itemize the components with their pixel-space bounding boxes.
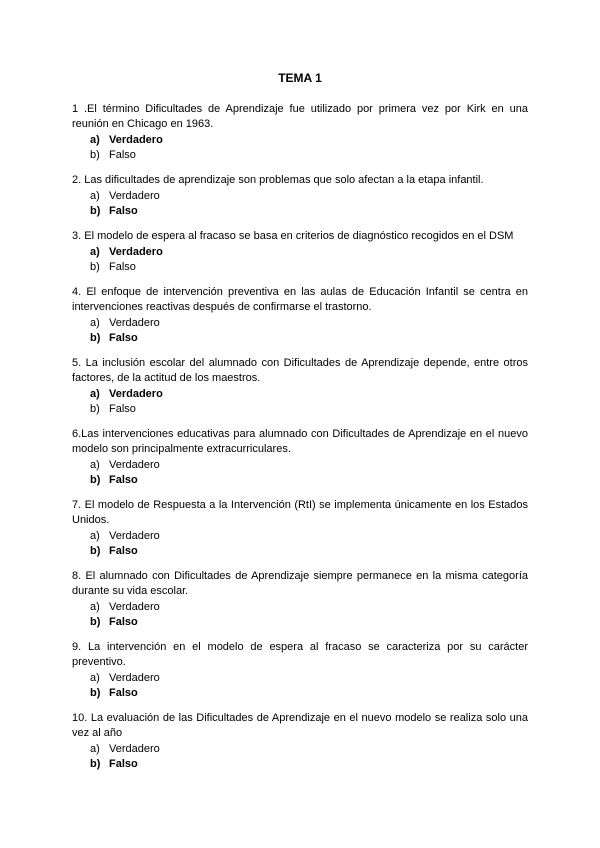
- answer-options: [72, 387, 528, 416]
- option-label: Falso: [109, 204, 138, 217]
- option-letter: a): [90, 601, 100, 613]
- question-item: [72, 285, 528, 345]
- option-label: Falso: [109, 402, 136, 415]
- option-label: Falso: [109, 148, 136, 161]
- question-text: 4. El enfoque de intervención preventiva en las aulas de Educación Infantil se centra en intervenciones reactivas después de confirmarse el trastorno.: [72, 286, 528, 313]
- answer-option: [72, 529, 528, 544]
- question-text: 1 .El término Dificultades de Aprendizaje fue utilizado por primera vez por Kirk en una reunión en Chicago en 1963.: [72, 103, 528, 130]
- option-label: Verdadero: [109, 134, 163, 146]
- question-text: 5. La inclusión escolar del alumnado con Dificultades de Aprendizaje depende, entre otros factores, de la actitud de los maestros.: [72, 357, 528, 384]
- option-label: Falso: [109, 757, 138, 770]
- option-letter: b): [90, 615, 101, 628]
- option-letter: a): [90, 388, 100, 400]
- option-label: Verdadero: [109, 743, 160, 755]
- question-item: [72, 356, 528, 416]
- question-text: 3. El modelo de espera al fracaso se basa en criterios de diagnóstico recogidos en el DSM: [72, 230, 514, 242]
- option-letter: b): [90, 473, 101, 486]
- question-list: [72, 102, 528, 771]
- option-label: Falso: [109, 615, 138, 628]
- option-letter: b): [90, 757, 101, 770]
- question-item: [72, 711, 528, 771]
- option-label: Verdadero: [109, 530, 160, 542]
- question-item: [72, 102, 528, 162]
- option-letter: a): [90, 672, 100, 684]
- option-label: Verdadero: [109, 672, 160, 684]
- question-item: [72, 229, 528, 274]
- option-label: Falso: [109, 260, 136, 273]
- answer-options: [72, 133, 528, 162]
- answer-option: [72, 742, 528, 757]
- option-label: Falso: [109, 544, 138, 557]
- option-label: Falso: [109, 473, 138, 486]
- question-text: 9. La intervención en el modelo de espera al fracaso se caracteriza por su carácter preventivo.: [72, 641, 528, 668]
- option-label: Falso: [109, 686, 138, 699]
- answer-options: [72, 189, 528, 218]
- answer-options: [72, 245, 528, 274]
- answer-option-correct: [72, 686, 528, 701]
- option-label: Verdadero: [109, 317, 160, 329]
- answer-option: [72, 671, 528, 686]
- question-item: [72, 569, 528, 629]
- answer-option-correct: [72, 544, 528, 559]
- option-letter: b): [90, 204, 101, 217]
- answer-option-correct: [72, 473, 528, 488]
- question-text: 2. Las dificultades de aprendizaje son problemas que solo afectan a la etapa infantil.: [72, 174, 484, 186]
- option-label: Verdadero: [109, 246, 163, 258]
- answer-options: [72, 600, 528, 629]
- answer-option-correct: [72, 387, 528, 402]
- option-letter: a): [90, 743, 100, 755]
- option-letter: a): [90, 459, 100, 471]
- option-letter: b): [90, 544, 101, 557]
- option-letter: b): [90, 148, 100, 161]
- option-letter: b): [90, 331, 101, 344]
- answer-option-correct: [72, 204, 528, 219]
- answer-options: [72, 316, 528, 345]
- option-label: Verdadero: [109, 601, 160, 613]
- question-item: [72, 173, 528, 218]
- answer-options: [72, 671, 528, 700]
- answer-options: [72, 458, 528, 487]
- page-title: TEMA 1: [278, 71, 322, 85]
- answer-option-correct: [72, 757, 528, 772]
- answer-option-correct: [72, 245, 528, 260]
- option-label: Falso: [109, 331, 138, 344]
- option-label: Verdadero: [109, 190, 160, 202]
- answer-option: [72, 260, 528, 275]
- answer-options: [72, 529, 528, 558]
- answer-option-correct: [72, 615, 528, 630]
- question-item: [72, 640, 528, 700]
- answer-option: [72, 189, 528, 204]
- answer-options: [72, 742, 528, 771]
- option-label: Verdadero: [109, 388, 163, 400]
- option-letter: b): [90, 260, 100, 273]
- option-label: Verdadero: [109, 459, 160, 471]
- answer-option-correct: [72, 331, 528, 346]
- answer-option: [72, 148, 528, 163]
- option-letter: a): [90, 246, 100, 258]
- question-text: 6.Las intervenciones educativas para alumnado con Dificultades de Aprendizaje en el nuevo modelo son principalmente extracurriculares.: [72, 428, 528, 455]
- question-item: [72, 427, 528, 487]
- answer-option-correct: [72, 133, 528, 148]
- question-text: 10. La evaluación de las Dificultades de Aprendizaje en el nuevo modelo se realiza solo una vez al año: [72, 712, 528, 739]
- question-item: [72, 498, 528, 558]
- option-letter: a): [90, 134, 100, 146]
- option-letter: a): [90, 317, 100, 329]
- option-letter: b): [90, 402, 100, 415]
- option-letter: b): [90, 686, 101, 699]
- question-text: 8. El alumnado con Dificultades de Aprendizaje siempre permanece en la misma categoría durante su vida escolar.: [72, 570, 528, 597]
- document-page: [72, 70, 528, 782]
- answer-option: [72, 402, 528, 417]
- option-letter: a): [90, 530, 100, 542]
- option-letter: a): [90, 190, 100, 202]
- answer-option: [72, 316, 528, 331]
- question-text: 7. El modelo de Respuesta a la Intervención (RtI) se implementa únicamente en los Estados Unidos.: [72, 499, 528, 526]
- answer-option: [72, 458, 528, 473]
- answer-option: [72, 600, 528, 615]
